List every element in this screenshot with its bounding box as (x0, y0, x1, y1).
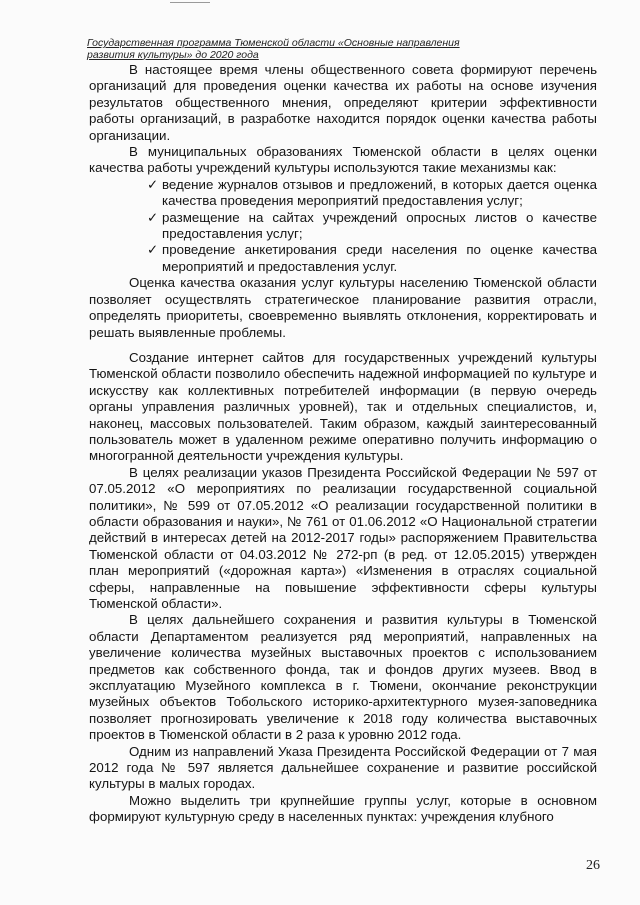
running-header (87, 37, 460, 61)
checkmark-icon: ✓ (147, 209, 159, 225)
paragraph-municipal-mechanisms: В муниципальных образованиях Тюменской области в целях оценки качества работы учреждений культуры используются такие механизмы как: (89, 144, 597, 176)
paragraph-service-groups: Можно выделить три крупнейшие группы услуг, которые в основном формируют культурную среду в населенных пунктах: учреждения клубного (89, 792, 597, 825)
paragraph-websites: Создание интернет сайтов для государственных учреждений культуры Тюменской области позволило обеспечить надежной информацией по культуре и искусству как коллективных потребителей информации (в первую очередь органы управления различных уровней), так и отдельных специалистов, и, наконец, массовых пользователей. Таким образом, каждый заинтересованный пользователь может в удаленном режиме оперативно получить информацию о многогранной деятельности учреждения культуры. (89, 349, 597, 464)
running-header-line-2: развития культуры» до 2020 года (87, 48, 259, 61)
list-item-text: проведение анкетирования среди населения по оценке качества мероприятий и предоставления услуг. (162, 242, 597, 274)
page-number: 26 (586, 858, 600, 873)
paragraph-presidential-decrees: В целях реализации указов Президента Российской Федерации № 597 от 07.05.2012 «О мероприятиях по реализации государственной социальной политики», № 599 от 07.05.2012 «О реализации государственной политики в области образования и науки», № 761 от 01.06.2012 «О Национальной стратегии действий в интересах детей на 2012-2017 годы» распоряжением Правительства Тюменской области от 04.03.2012 № 272-рп (в ред. от 12.05.2015) утвержден план мероприятий («дорожная карта») «Изменения в отраслях социальной сферы, направленные на повышение эффективности сферы культуры Тюменской области». (89, 464, 597, 611)
running-header-line-1: Государственная программа Тюменской области «Основные направления (87, 37, 460, 49)
paragraph-quality-assessment: Оценка качества оказания услуг культуры населению Тюменской области позволяет осуществлять стратегическое планирование развития отрасли, определять приоритеты, своевременно выявлять отклонения, корректировать и решать выявленные проблемы. (89, 275, 597, 340)
scan-artifact (170, 2, 210, 3)
checkmark-icon: ✓ (147, 242, 159, 258)
list-item-text: ведение журналов отзывов и предложений, в которых дается оценка качества проведения мероприятий предоставления услуг; (162, 176, 597, 209)
list-item (147, 242, 597, 275)
checkmark-icon: ✓ (147, 176, 159, 192)
paragraph-small-towns: Одним из направлений Указа Президента Российской Федерации от 7 мая 2012 года № 597 является дальнейшее сохранение и развитие российской культуры в малых городах. (89, 743, 597, 792)
list-item (147, 176, 597, 210)
paragraph-public-council: В настоящее время члены общественного совета формируют перечень организаций для проведения оценки качества их работы на основе изучения результатов общественного мнения, определяют критерии эффективности работы организаций, в разработке находится порядок оценки качества работы организации. (89, 62, 597, 143)
list-item (147, 209, 597, 243)
list-item-text: размещение на сайтах учреждений опросных листов о качестве предоставления услуг; (162, 209, 597, 242)
paragraph-museum-projects: В целях дальнейшего сохранения и развития культуры в Тюменской области Департаментом реализуется ряд мероприятий, направленных на увеличение количества музейных выставочных проектов с использованием предметов как собственного фонда, так и фондов других музеев. Ввод в эксплуатацию Музейного комплекса в г. Тюмени, окончание реконструкции музейных объектов Тобольского историко-архитектурного музея-заповедника позволяет прогнозировать увеличение к 2018 году количества выставочных проектов в Тюменской области в 2 раза к уровню 2012 года. (89, 612, 597, 743)
mechanisms-list (89, 177, 597, 275)
body-text (89, 62, 597, 826)
